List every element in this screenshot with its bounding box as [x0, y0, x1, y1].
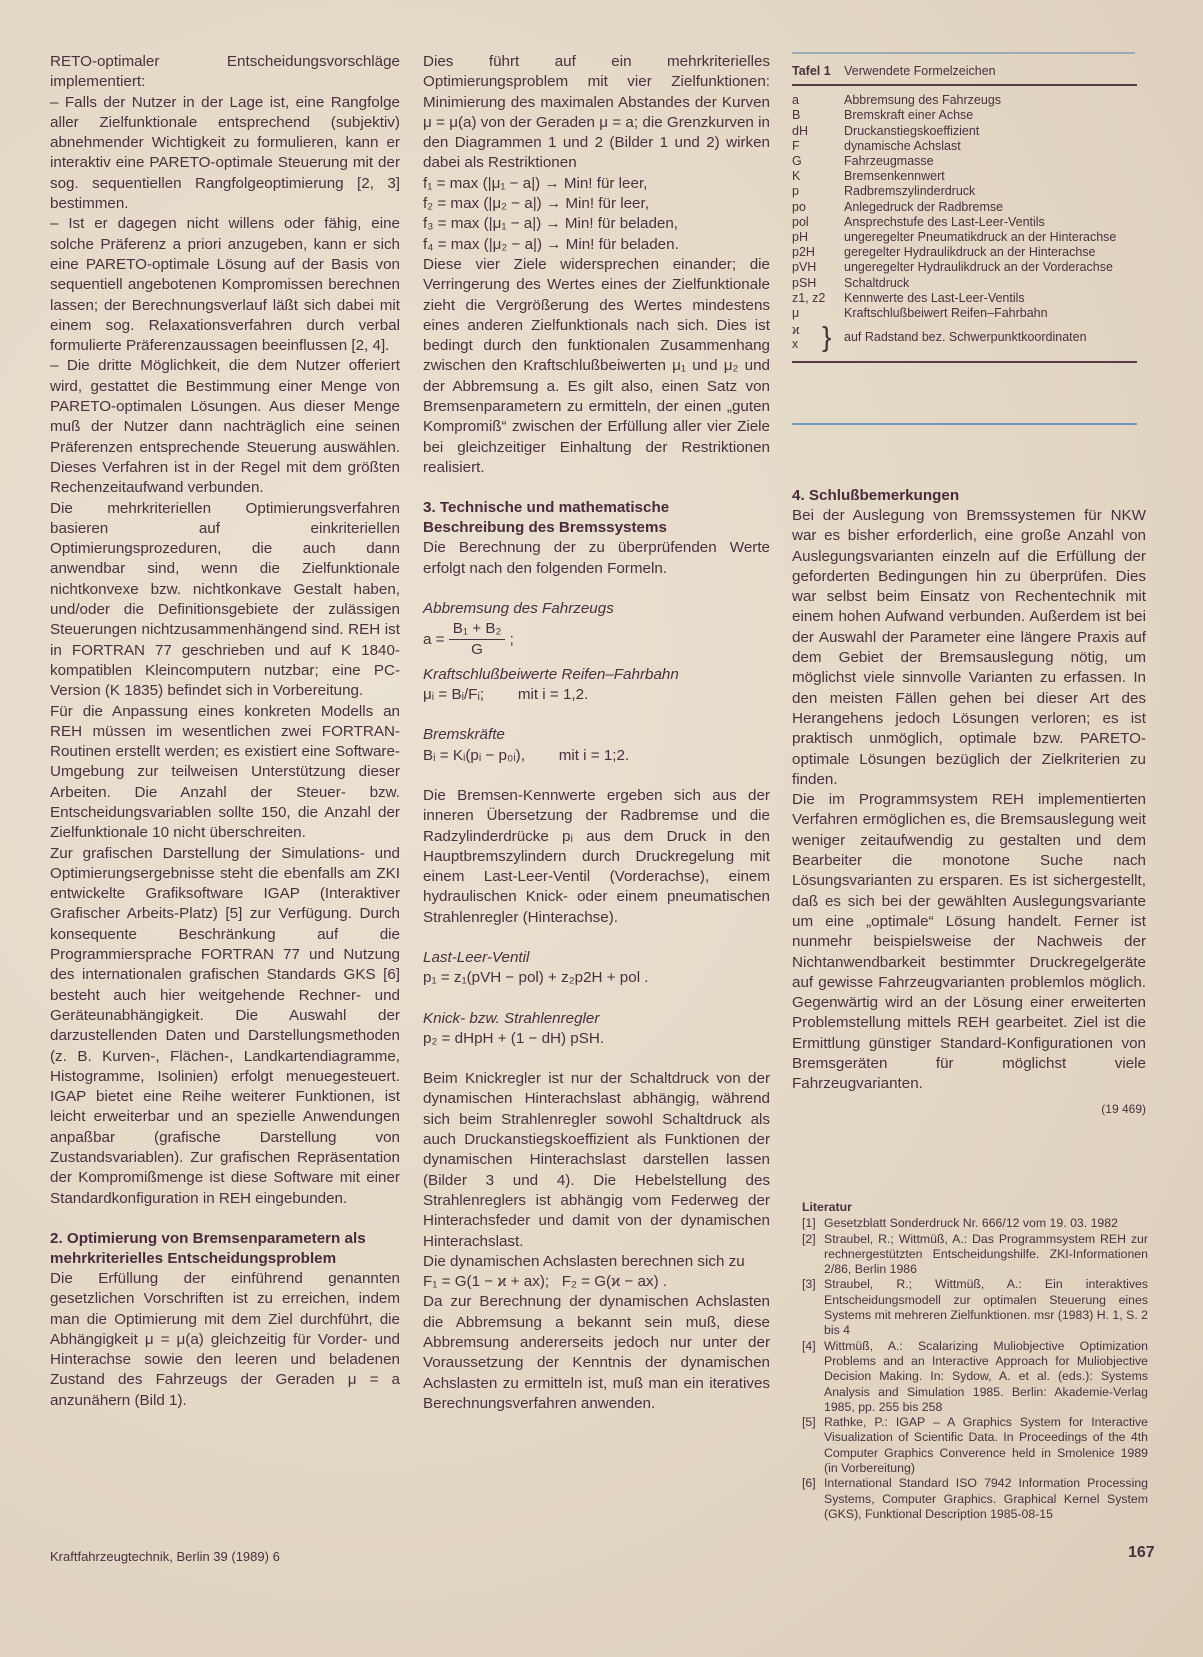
paragraph: – Ist er dagegen nicht willens oder fähig, eine solche Präferenz a priori anzugeben, kann er sich eine PARETO-optimale Lösung auf der Basis von sequentiell angebotenen Kompromissen berechnen lassen; der Berechnungsverlauf läßt sich dabei mit einem sog. Relaxationsverfahren durch verbal formulierte Präferenzaussagen beeinflussen [2, 4].: [50, 215, 400, 355]
paragraph: Die dynamischen Achslasten berechnen sich zu: [423, 1252, 745, 1270]
table-row: [792, 260, 1137, 275]
table-description: Druckanstiegskoeffizient: [844, 123, 980, 138]
table-symbol: pH: [792, 230, 808, 245]
literature-heading: Literatur: [802, 1200, 852, 1214]
formula-bremskraefte: Bᵢ = Kᵢ(pᵢ − p₀ᵢ), mit i = 1;2.: [423, 746, 630, 764]
table-row: [792, 93, 1137, 108]
reference-number: [4]: [802, 1338, 816, 1353]
table-description: Abbremsung des Fahrzeugs: [844, 93, 1002, 108]
table-description: geregelter Hydraulikdruck an der Hinterachse: [844, 245, 1096, 260]
table-row: [792, 169, 1137, 184]
table-row: [792, 215, 1137, 230]
table-label: Tafel 1: [792, 64, 831, 78]
reference-number: [5]: [802, 1415, 816, 1430]
table-symbol: G: [792, 154, 802, 169]
table-description: auf Radstand bez. Schwerpunktkoordinaten: [844, 329, 1087, 344]
formula-abbremsung: [423, 619, 770, 661]
reference-item: [802, 1476, 1148, 1522]
paragraph: – Die dritte Möglichkeit, die dem Nutzer offeriert wird, gestattet die Bestimmung einer Menge von PARETO-optimalen Lösungen. Aus dieser Menge muß der Nutzer dann nachträglich eine seinen Präferenzen entsprechende Steuerung auswählen. Dieses Verfahren ist in der Regel mit dem größten Rechenzeitaufwand verbunden.: [50, 357, 400, 497]
formula-f1: f₁ = max (|μ₁ − a|) → Min! für leer,: [423, 174, 648, 192]
paragraph: Die Bremsen-Kennwerte ergeben sich aus der inneren Übersetzung der Radbremse und die Radzylinderdrücke pᵢ aus dem Druck in den Hauptbremszylindern durch Druckregelung mit einem Last-Leer-Ventil (Vorderachse), einem hydraulischen Knick- oder einem pneumatischen Strahlenregler (Hinterachse).: [423, 786, 770, 926]
reference-item: [802, 1339, 1148, 1415]
paragraph: Beim Knickregler ist nur der Schaltdruck von der dynamischen Hinterachslast abhängig, während sich beim Strahlenregler sowohl Schaltdruck als auch Druckanstiegskoeffizient als Funktionen der dynamischen Hinterachslast darstellen lassen (Bilder 3 und 4). Die Hebelstellung des Strahlenreglers ist abhängig vom Federweg der Hinterachsfeder und damit von der dynamischen Hinterachslast.: [423, 1070, 770, 1250]
paragraph: Da zur Berechnung der dynamischen Achslasten die Abbremsung a bekannt sein muß, diese Abbremsung andererseits jedoch nur unter der Voraussetzung der Kenntnis der dynamischen Achslasten zu ermitteln ist, muß man ein iteratives Berechnungsverfahren anwenden.: [423, 1293, 770, 1412]
reference-number: [3]: [802, 1277, 816, 1292]
reference-item: [802, 1277, 1148, 1338]
fraction-numerator: B₁ + B₂: [449, 619, 506, 640]
formula-f4: f₄ = max (|μ₂ − a|) → Min! für beladen.: [423, 235, 679, 253]
paragraph: Die Berechnung der zu überprüfenden Werte erfolgt nach den folgenden Formeln.: [423, 539, 770, 577]
right-column: [792, 486, 1146, 1119]
table-rows: [792, 93, 1137, 321]
table-description: Kraftschlußbeiwert Reifen–Fahrbahn: [844, 306, 1048, 321]
formula-f2: f₂ = max (|μ₂ − a|) → Min! für leer,: [423, 195, 649, 213]
table-symbol: B: [792, 108, 801, 123]
paragraph: Die mehrkriteriellen Optimierungsverfahren basieren auf einkriteriellen Optimierungsprozeduren, die auch dann anwendbar sind, wenn die Zielfunktionale nichtkonvexe bzw. nichtkonkave Gestalt haben, und/oder die Definitionsgebiete der zulässigen Steuerungen nichtzusammenhängend sind. REH ist in FORTRAN 77 geschrieben und auf K 1840-kompatiblen Kleincomputern nutzbar; eine PC-Version (K 1835) befindet sich in Vorbereitung.: [50, 499, 400, 700]
formula-label: Knick- bzw. Strahlenregler: [423, 1009, 600, 1027]
table-row: [792, 230, 1137, 245]
table-row: [792, 184, 1137, 199]
table-title: [792, 64, 1137, 86]
section-heading-2: 2. Optimierung von Bremsenparametern als mehrkriterielles Entscheidungsproblem: [50, 1229, 366, 1267]
reference-item: [802, 1415, 1148, 1476]
table-row: [792, 124, 1137, 139]
reference-number: [2]: [802, 1231, 816, 1246]
formula-kraftschluss: μᵢ = Bᵢ/Fᵢ; mit i = 1,2.: [423, 686, 589, 704]
table-description: Ansprechstufe des Last-Leer-Ventils: [844, 214, 1045, 229]
table-row: [792, 291, 1137, 306]
table-symbol: pSH: [792, 275, 817, 290]
paragraph: Für die Anpassung eines konkreten Modells an REH müssen im wesentlichen zwei FORTRAN-Routinen erstellt werden; es existiert eine Software-Umgebung zur teilweisen Unterstützung dieser Arbeiten. Die Anzahl der Steuer- bzw. Entscheidungsvariablen sollte 150, die Anzahl der Zielfunktionale 10 nicht überschreiten.: [50, 702, 400, 842]
table-symbol: K: [792, 169, 801, 184]
formula-strahlenregler: p₂ = dHpH + (1 − dH) pSH.: [423, 1029, 605, 1047]
reference-number: [6]: [802, 1476, 816, 1491]
table-description: dynamische Achslast: [844, 138, 961, 153]
symbol-table: [792, 64, 1137, 363]
table-row: [792, 306, 1137, 321]
paragraph: Diese vier Ziele widersprechen einander; die Verringerung des Wertes eines der Zielfunktionale zieht die Vergrößerung des Wertes mindestens eines anderen Zielfunktionals nach sich. Dies ist bedingt durch den funktionalen Zusammenhang zwischen den Kraftschlußbeiwerten μ₁ und μ₂ und der Abbremsung a. Es gilt also, einen Satz von Bremsenparametern zu ermitteln, der einen „guten Kompromiß“ zwischen der Erfüllung aller vier Ziele bei gleichzeitiger Einhaltung der Restriktionen realisiert.: [423, 255, 770, 476]
table-symbols: [792, 323, 822, 351]
paragraph: Die Erfüllung der einführend genannten gesetzlichen Vorschriften ist zu erreichen, indem man die Optimierung mit dem Ziel durchführt, die Abhängigkeit μ = μ(a) gleichzeitig für Vorder- und Hinterachse sowie den leeren und beladenen Zustand des Fahrzeugs der Geraden μ = a anzunähern (Bild 1).: [50, 1269, 400, 1409]
reference-text: Straubel, R.; Wittmüß, A.: Ein interaktives Entscheidungsmodell zur optimalen Steuerung eines Systems mit mehreren Zielfunktionen. msr (1983) H. 1, S. 2 bis 4: [824, 1277, 1148, 1338]
table-symbol: a: [792, 93, 799, 108]
table-row: [792, 323, 1137, 351]
table-symbol: x: [792, 337, 799, 352]
table-row: [792, 154, 1137, 169]
reference-item: [802, 1232, 1148, 1278]
left-column: [50, 52, 400, 1411]
table-caption: Verwendete Formelzeichen: [844, 64, 996, 78]
formula-last-leer: p₁ = z₁(pVH − pol) + z₂p2H + pol .: [423, 969, 649, 987]
table-symbol: pol: [792, 214, 809, 229]
section-heading-3: 3. Technische und mathematische Beschreibung des Bremssystems: [423, 499, 670, 537]
table-symbol: F: [792, 138, 800, 153]
middle-column: [423, 52, 770, 1414]
paragraph: Bei der Auslegung von Bremssystemen für NKW war es bisher erforderlich, eine große Anzahl von Auslegungsvarianten einzeln auf die Erfüllung der geforderten Bedingungen hin zu überprüfen. Dies war selbst beim Einsatz von Rechentechnik mit einem hohen Aufwand verbunden. Außerdem ist bei der Auswahl der Parameter eine längere Praxis auf dem Gebiet der Bremsauslegung nötig, um möglichst viele sinnvolle Varianten zu erfassen. In den meisten Fällen gehen bei dieser Art des Herangehens jedoch Lösungen verloren; es ist praktisch unmöglich, optimale bzw. PARETO-optimale Lösungen bezüglich der Zielkriterien zu finden.: [792, 507, 1146, 788]
table-description: Kennwerte des Last-Leer-Ventils: [844, 290, 1025, 305]
table-bottom-rule: [792, 361, 1137, 363]
reference-text: Wittmüß, A.: Scalarizing Muliobjective Optimization Problems and an Interactive Approach for Muliobjective Decision Making. In: Sydow, A. et al. (eds.): Systems Analysis and Simulation 1985. Berlin: Akademie-Verlag 1985, pp. 255 bis 258: [824, 1338, 1148, 1414]
reference-list: [802, 1216, 1148, 1522]
curly-brace-icon: }: [822, 321, 832, 353]
article-number: (19 469): [1101, 1101, 1146, 1116]
table-description: Bremsenkennwert: [844, 169, 945, 184]
table-row: [792, 139, 1137, 154]
formula-label: Abbremsung des Fahrzeugs: [423, 599, 614, 617]
formula-achslasten: F₁ = G(1 − ϰ + ax); F₂ = G(ϰ − ax) .: [423, 1273, 668, 1291]
fraction: [449, 619, 506, 661]
reference-number: [1]: [802, 1216, 816, 1231]
paragraph: Zur grafischen Darstellung der Simulations- und Optimierungsergebnisse steht die ebenfalls am ZKI entwickelte Grafiksoftware IGAP (Interaktiver Grafischer Arbeits-Platz) [5] zur Verfügung. Durch konsequente Beschränkung auf die Programmiersprache FORTRAN 77 und Nutzung des internationalen grafischen Standards GKS [6] besteht auch hier weitgehende Rechner- und Geräteunabhängigkeit. Die Auswahl der darzustellenden Daten und Darstellungsmethoden (z. B. Kurven-, Flächen-, Landkartendiagramme, Histogramme, Isolinien) erfolgt menuegesteuert. IGAP bietet eine Reihe weiterer Funktionen, ist leicht erweiterbar und an spezielle Anwendungen anpaßbar (grafische Darstellung von Zustandsvariablen). Zur grafischen Repräsentation der Kompromißmenge ist diese Software mit einer Standardkonfiguration in REH eingebunden.: [50, 844, 400, 1207]
table-description: Radbremszylinderdruck: [844, 184, 976, 199]
journal-footer: Kraftfahrzeugtechnik, Berlin 39 (1989) 6: [50, 1549, 280, 1564]
fraction-denominator: G: [471, 641, 483, 659]
paragraph: Dies führt auf ein mehrkriterielles Optimierungsproblem mit vier Zielfunktionen: Minimierung des maximalen Abstandes der Kurven μ = μ(a) von der Geraden μ = a; die Grenzkurven in den Diagrammen 1 und 2 (Bilder 1 und 2) wirken dabei als Restriktionen: [423, 53, 770, 172]
table-description: ungeregelter Pneumatikdruck an der Hinterachse: [844, 230, 1117, 245]
paragraph: – Falls der Nutzer in der Lage ist, eine Rangfolge aller Zielfunktionale entsprechend (subjektiv) abnehmender Wichtigkeit zu formulieren, kann er interaktiv eine PARETO-optimale Steuerung mit der sog. sequentiellen Rangfolgeoptimierung [2, 3] bestimmen.: [50, 93, 400, 213]
formula-end: ;: [509, 630, 514, 648]
reference-text: Gesetzblatt Sonderdruck Nr. 666/12 vom 19. 03. 1982: [824, 1216, 1118, 1231]
table-symbol: ϰ: [792, 323, 800, 338]
table-symbol: pVH: [792, 260, 817, 275]
table-row: [792, 276, 1137, 291]
paragraph: RETO-optimaler Entscheidungsvorschläge implementiert:: [50, 53, 400, 91]
formula-label: Last-Leer-Ventil: [423, 948, 530, 966]
table-symbol: z1, z2: [792, 290, 826, 305]
table-symbol: μ: [792, 306, 800, 321]
formula-label: Bremskräfte: [423, 726, 505, 744]
reference-text: Rathke, P.: IGAP – A Graphics System for Interactive Visualization of Scientific Data. In Proceedings of the 4th Computer Graphics Converence held in Smolenice 1989 (in Vorbereitung): [824, 1415, 1148, 1476]
table-row: [792, 200, 1137, 215]
table-description: Fahrzeugmasse: [844, 154, 934, 169]
literature: [802, 1200, 1148, 1522]
table-symbol: p: [792, 184, 799, 199]
paragraph: Die im Programmsystem REH implementierten Verfahren ermöglichen es, die Bremsauslegung weit weniger zeitaufwendig zu gestalten und dem Bearbeiter die monotone Suche nach Lösungsvarianten zu ersparen. Es ist sichergestellt, daß es sich bei der gewählten Auslegungsvariante um eine „optimale“ Lösung handelt. Ferner ist nunmehr beispielsweise der Nachweis der Nichtanwendbarkeit bestimmter Druckregelgeräte auf gewisse Fahrzeugvarianten problemlos möglich. Gegenwärtig wird an der Lösung einer erweiterten Problemstellung mittels REH gearbeitet. Ziel ist die Ermittlung günstiger Standard-Konfigurationen von Bremsgeräten für möglichst viele Fahrzeugvarianten.: [792, 791, 1146, 1093]
formula-label: Kraftschlußbeiwerte Reifen–Fahrbahn: [423, 665, 679, 683]
table-description: ungeregelter Hydraulikdruck an der Vorderachse: [844, 260, 1113, 275]
table-top-rule: [792, 52, 1135, 54]
table-symbol: dH: [792, 123, 808, 138]
divider: [792, 423, 1137, 425]
section-heading-4: 4. Schlußbemerkungen: [792, 487, 960, 504]
reference-item: [802, 1216, 1148, 1231]
table-description: Schaltdruck: [844, 275, 910, 290]
table-row: [792, 245, 1137, 260]
table-symbol: p2H: [792, 245, 815, 260]
table-description: Bremskraft einer Achse: [844, 108, 974, 123]
table-description: Anlegedruck der Radbremse: [844, 199, 1004, 214]
formula-lhs: a =: [423, 630, 445, 648]
formula-f3: f₃ = max (|μ₁ − a|) → Min! für beladen,: [423, 215, 679, 233]
reference-text: International Standard ISO 7942 Information Processing Systems, Computer Graphics. Graphical Kernel System (GKS), Funktional Description 1985-08-15: [824, 1476, 1148, 1521]
reference-text: Straubel, R.; Wittmüß, A.: Das Programmsystem REH zur rechnergestützten Entscheidungshilfe. ZKI-Informationen 2/86, Berlin 1986: [824, 1231, 1148, 1277]
page-number: 167: [1128, 1544, 1155, 1561]
table-row: [792, 108, 1137, 123]
table-symbol: po: [792, 199, 806, 214]
